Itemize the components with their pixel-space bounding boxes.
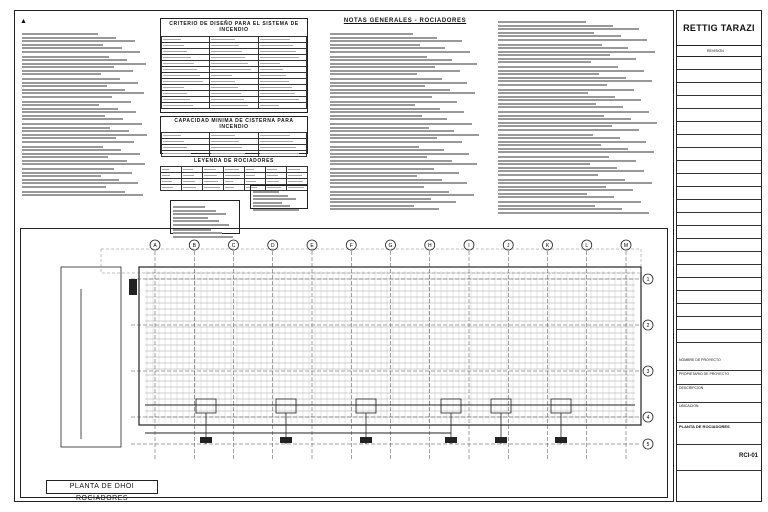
note-text-line	[253, 205, 290, 207]
sheet-title: PLANTA DE ROCIADORES	[677, 423, 761, 445]
grid-label: M	[623, 243, 629, 249]
note-text-line	[330, 191, 449, 193]
note-text-line	[498, 163, 590, 165]
grid-label: 5	[646, 442, 650, 448]
grid-label: B	[192, 243, 196, 249]
note-text-line	[498, 21, 586, 23]
cistern-title: CAPACIDAD MINIMA DE CISTERNA PARA INCENDIO	[174, 118, 294, 130]
note-text-line	[498, 103, 596, 105]
note-text-line	[498, 66, 618, 68]
note-text-line	[498, 212, 649, 214]
note-text-line	[173, 224, 229, 226]
note-text-line	[498, 51, 655, 53]
note-text-line	[330, 118, 447, 120]
note-text-line	[22, 92, 144, 94]
warning-icon: ▲	[20, 18, 27, 25]
grid-label: F	[349, 243, 353, 249]
note-text-line	[498, 156, 609, 158]
grid-label: A	[153, 243, 157, 249]
table-cell	[258, 103, 306, 109]
note-text-line	[22, 33, 98, 35]
note-text-line	[498, 73, 599, 75]
note-text-line	[330, 40, 462, 42]
grid-label: 3	[646, 369, 650, 375]
design-criteria-title: CRITERIO DE DISEÑO PARA EL SISTEMA DE INCENDIO	[169, 21, 299, 33]
note-text-line	[22, 108, 118, 110]
note-text-line	[22, 194, 143, 196]
note-text-line	[498, 54, 610, 56]
note-text-line	[330, 205, 414, 207]
note-text-line	[22, 104, 99, 106]
note-text-line	[22, 66, 114, 68]
note-text-line	[330, 51, 470, 53]
note-text-line	[498, 84, 607, 86]
note-text-line	[498, 189, 633, 191]
note-text-line	[498, 35, 621, 37]
note-text-line	[22, 70, 133, 72]
note-text-line	[330, 137, 437, 139]
grid-label: 4	[646, 415, 650, 421]
note-text-line	[22, 56, 109, 58]
table-cell	[161, 185, 182, 191]
note-text-line	[498, 96, 615, 98]
note-text-line	[253, 198, 296, 200]
plan-title: PLANTA DE DHOI ROCIADORES	[46, 480, 158, 494]
canopy-outline	[101, 249, 641, 273]
note-text-line	[498, 77, 626, 79]
grid-label: I	[468, 243, 470, 249]
grid-label: G	[388, 243, 393, 249]
note-text-line	[22, 168, 114, 170]
cistern-table	[160, 116, 308, 154]
note-text-line	[498, 129, 639, 131]
note-text-line	[253, 191, 279, 193]
note-text-line	[22, 37, 116, 39]
note-text-line	[330, 59, 452, 61]
table-cell	[224, 185, 245, 191]
revision-row	[677, 148, 761, 161]
note-text-line	[330, 73, 417, 75]
note-text-line	[498, 182, 652, 184]
revision-row	[677, 57, 761, 70]
note-text-line	[253, 195, 288, 197]
title-block	[676, 10, 762, 502]
note-text-line	[498, 201, 641, 203]
note-text-line	[498, 186, 606, 188]
note-text-line	[330, 78, 442, 80]
note-text-line	[498, 47, 628, 49]
note-text-line	[22, 51, 140, 53]
note-text-line	[498, 25, 613, 27]
note-text-line	[330, 56, 427, 58]
revision-row	[677, 330, 761, 343]
note-text-line	[330, 108, 440, 110]
note-text-line	[22, 89, 125, 91]
sheet-number-row	[677, 445, 761, 471]
revision-row	[677, 109, 761, 122]
note-text-line	[22, 123, 142, 125]
table-cell	[203, 185, 224, 191]
note-text-line	[498, 99, 641, 101]
note-text-line	[498, 58, 636, 60]
note-text-line	[22, 96, 112, 98]
revision-row	[677, 213, 761, 226]
note-text-line	[330, 182, 467, 184]
sprinkler-plan	[21, 229, 667, 497]
note-text-line	[22, 47, 122, 49]
note-text-line	[330, 111, 464, 113]
table-cell	[258, 151, 306, 157]
note-text-line	[330, 96, 432, 98]
note-text-line	[173, 217, 208, 219]
note-text-line	[498, 111, 649, 113]
note-text-line	[498, 208, 622, 210]
revision-row	[677, 96, 761, 109]
note-text-line	[330, 127, 429, 129]
note-text-line	[22, 175, 101, 177]
note-text-line	[22, 134, 147, 136]
revision-row	[677, 83, 761, 96]
note-text-line	[498, 144, 601, 146]
note-text-line	[330, 92, 475, 94]
note-text-line	[22, 115, 105, 117]
revision-row	[677, 226, 761, 239]
revision-row	[677, 70, 761, 83]
note-text-line	[22, 127, 110, 129]
note-text-line	[330, 198, 431, 200]
note-text-line	[330, 130, 454, 132]
note-box-right	[250, 185, 308, 209]
note-text-line	[22, 63, 146, 65]
note-text-line	[498, 151, 654, 153]
grid-label: 1	[646, 277, 650, 283]
revision-row	[677, 122, 761, 135]
note-text-line	[173, 210, 216, 212]
note-text-line	[498, 39, 647, 41]
note-text-line	[173, 213, 226, 215]
revision-row	[677, 291, 761, 304]
note-text-line	[498, 44, 602, 46]
note-text-line	[498, 170, 644, 172]
equipment-area	[61, 267, 121, 447]
note-text-line	[498, 92, 588, 94]
note-text-line	[330, 47, 445, 49]
revision-row	[677, 278, 761, 291]
note-text-line	[22, 146, 103, 148]
note-text-line	[498, 179, 625, 181]
valve	[360, 437, 372, 443]
valve	[495, 437, 507, 443]
revision-row	[677, 252, 761, 265]
note-text-line	[330, 186, 424, 188]
note-text-line	[330, 160, 452, 162]
valve	[280, 437, 292, 443]
note-text-line	[22, 59, 127, 61]
general-notes	[320, 18, 670, 218]
note-text-line	[330, 33, 413, 35]
note-text-line	[498, 89, 634, 91]
note-text-line	[22, 118, 123, 120]
note-text-line	[498, 115, 604, 117]
table-cell	[182, 185, 203, 191]
note-text-line	[498, 167, 617, 169]
note-text-line	[330, 208, 439, 210]
note-text-line	[22, 191, 125, 193]
grid-label: E	[310, 243, 314, 249]
note-text-line	[498, 118, 631, 120]
left-notes	[20, 18, 150, 198]
note-text-line	[22, 141, 134, 143]
note-text-line	[498, 141, 646, 143]
note-text-line	[330, 163, 477, 165]
note-text-line	[22, 160, 127, 162]
note-text-line	[330, 70, 460, 72]
table-cell	[210, 103, 258, 109]
note-text-line	[330, 172, 459, 174]
note-text-line	[22, 73, 101, 75]
note-text-line	[22, 111, 136, 113]
building-outline	[139, 267, 641, 425]
table-cell	[162, 151, 210, 157]
note-text-line	[330, 89, 450, 91]
note-text-line	[330, 146, 419, 148]
note-text-line	[330, 63, 477, 65]
note-text-line	[330, 153, 469, 155]
note-text-line	[22, 186, 106, 188]
note-text-line	[173, 206, 205, 208]
note-text-line	[330, 156, 427, 158]
note-text-line	[330, 115, 422, 117]
revision-row	[677, 304, 761, 317]
note-text-line	[22, 156, 108, 158]
note-text-line	[498, 106, 623, 108]
note-text-line	[498, 193, 587, 195]
note-text-line	[330, 66, 435, 68]
note-text-line	[173, 220, 219, 222]
note-text-line	[22, 78, 120, 80]
note-text-line	[330, 179, 442, 181]
note-text-line	[498, 61, 591, 63]
pump-unit	[129, 279, 137, 295]
revision-row	[677, 174, 761, 187]
note-text-line	[22, 149, 121, 151]
grid-label: L	[585, 243, 589, 249]
note-text-line	[498, 80, 652, 82]
note-text-line	[253, 202, 282, 204]
note-text-line	[498, 32, 594, 34]
grid-label: 2	[646, 323, 650, 329]
company-logo: RETTIG TARAZI	[677, 11, 761, 46]
note-text-line	[330, 168, 434, 170]
note-text-line	[498, 137, 620, 139]
note-text-line	[498, 148, 628, 150]
grid-label: C	[231, 243, 236, 249]
note-text-line	[330, 37, 437, 39]
table-cell	[162, 103, 210, 109]
revision-row	[677, 135, 761, 148]
note-text-line	[498, 70, 644, 72]
note-text-line	[330, 85, 425, 87]
note-text-line	[498, 174, 598, 176]
legend-title: LEYENDA DE ROCIADORES	[194, 158, 274, 164]
note-text-line	[253, 209, 299, 211]
grid-label: K	[545, 243, 550, 249]
note-text-line	[330, 104, 415, 106]
plan-frame	[20, 228, 668, 498]
note-text-line	[498, 125, 612, 127]
note-text-line	[498, 134, 593, 136]
note-text-line	[22, 182, 138, 184]
grid-label: H	[427, 243, 432, 249]
note-text-line	[330, 134, 479, 136]
valve	[445, 437, 457, 443]
note-text-line	[22, 163, 145, 165]
valve	[200, 437, 212, 443]
description-label: DESCRIPCION	[677, 385, 761, 403]
note-text-line	[330, 141, 462, 143]
note-text-line	[22, 130, 129, 132]
note-text-line	[498, 196, 614, 198]
table-cell	[210, 151, 258, 157]
revision-header: REVISION	[677, 46, 761, 57]
valve	[555, 437, 567, 443]
note-text-line	[498, 28, 639, 30]
grid-label: D	[270, 243, 275, 249]
note-text-line	[330, 201, 456, 203]
revision-row	[677, 187, 761, 200]
note-text-line	[330, 82, 467, 84]
note-text-line	[330, 194, 474, 196]
note-text-line	[498, 122, 657, 124]
revision-row	[677, 200, 761, 213]
note-text-line	[22, 172, 132, 174]
revision-row	[677, 317, 761, 330]
note-text-line	[22, 179, 119, 181]
note-text-line	[498, 205, 595, 207]
grid-label: J	[507, 243, 510, 249]
sheet-number: RCI-01	[738, 453, 758, 459]
revision-row	[677, 265, 761, 278]
general-notes-title: NOTAS GENERALES - ROCIADORES	[343, 18, 467, 24]
location-label: UBICACION	[677, 403, 761, 423]
note-text-line	[330, 123, 472, 125]
note-text-line	[498, 160, 636, 162]
note-text-line	[330, 175, 417, 177]
note-text-line	[330, 44, 420, 46]
note-text-line	[22, 101, 131, 103]
design-criteria-table	[160, 18, 308, 113]
note-text-line	[22, 85, 107, 87]
revision-row	[677, 239, 761, 252]
note-text-line	[22, 137, 116, 139]
note-text-line	[22, 40, 135, 42]
note-text-line	[22, 153, 140, 155]
note-text-line	[330, 149, 444, 151]
revision-row	[677, 161, 761, 174]
owner-label: PROPIETARIO DE PROYECTO	[677, 371, 761, 385]
note-text-line	[22, 82, 138, 84]
project-name-label: NOMBRE DE PROYECTO	[677, 357, 761, 371]
note-text-line	[22, 44, 103, 46]
note-text-line	[330, 101, 457, 103]
